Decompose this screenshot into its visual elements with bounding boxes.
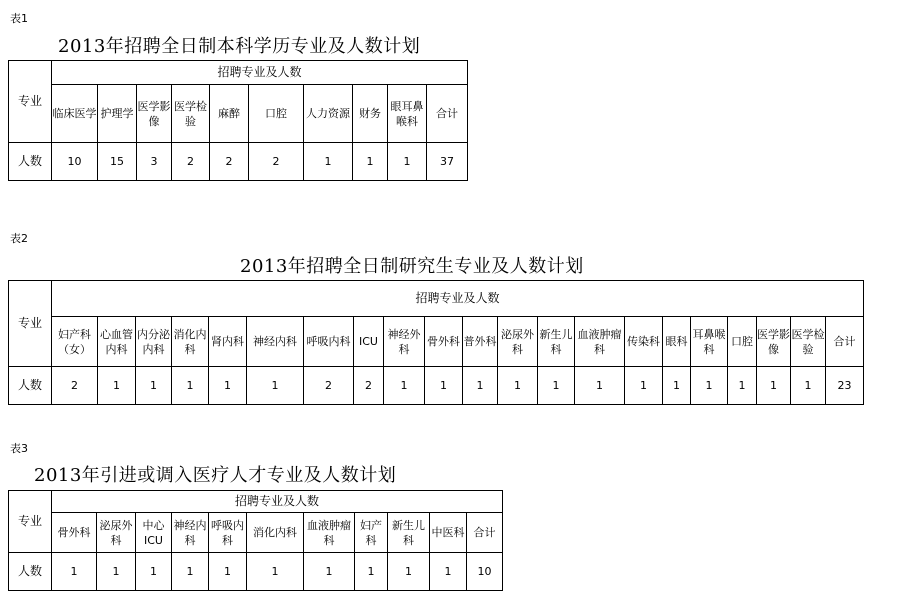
table3-count-header: 人数	[9, 553, 52, 591]
table2-count-cell: 1	[538, 367, 575, 405]
table1-label: 表1	[10, 12, 28, 25]
table2-count-header: 人数	[9, 367, 52, 405]
table2-col-header: 妇产科（女）	[52, 317, 98, 367]
table2-col-header: 眼科	[663, 317, 691, 367]
table2-group-header: 招聘专业及人数	[52, 281, 864, 317]
table2-count-cell: 1	[172, 367, 209, 405]
table2-major-header: 专业	[9, 281, 52, 367]
table3-count-cell: 1	[97, 553, 136, 591]
table2-count-cell: 2	[354, 367, 384, 405]
table2-count-cell: 2	[52, 367, 98, 405]
table2-title: 2013年招聘全日制研究生专业及人数计划	[240, 256, 584, 277]
table2-col-header: 神经内科	[247, 317, 304, 367]
table3-col-header: 泌尿外科	[97, 513, 136, 553]
table2-col-header: 医学检验	[791, 317, 826, 367]
table3	[8, 490, 503, 591]
table2-col-header: ICU	[354, 317, 384, 367]
table1-col-header: 麻醉	[210, 85, 249, 143]
table2-col-header: 泌尿外科	[498, 317, 538, 367]
table2-count-cell: 1	[425, 367, 463, 405]
table2-col-header: 合计	[826, 317, 864, 367]
table1-col-header: 医学检验	[172, 85, 210, 143]
table2-col-header: 呼吸内科	[304, 317, 354, 367]
table3-group-header: 招聘专业及人数	[52, 491, 503, 513]
table2-label: 表2	[10, 232, 28, 245]
table2-col-header: 普外科	[463, 317, 498, 367]
table2-col-header: 内分泌内科	[136, 317, 172, 367]
table1	[8, 60, 468, 181]
table2-count-cell: 1	[691, 367, 728, 405]
table3-label: 表3	[10, 442, 28, 455]
table1-count-cell: 1	[353, 143, 388, 181]
table1-count-cell: 15	[98, 143, 137, 181]
table3-count-cell: 1	[304, 553, 355, 591]
table2-count-cell: 1	[575, 367, 625, 405]
table3-col-header: 呼吸内科	[209, 513, 247, 553]
table3-count-cell: 1	[52, 553, 97, 591]
table1-col-header: 医学影像	[137, 85, 172, 143]
table1-col-header: 眼耳鼻喉科	[388, 85, 427, 143]
table2-count-cell: 1	[728, 367, 757, 405]
table3-count-cell: 1	[355, 553, 388, 591]
table3-col-header: 中心ICU	[136, 513, 172, 553]
table2-count-cell: 1	[663, 367, 691, 405]
table2-count-cell: 1	[209, 367, 247, 405]
table3-col-header: 消化内科	[247, 513, 304, 553]
table1-major-header: 专业	[9, 61, 52, 143]
table3-count-cell: 1	[247, 553, 304, 591]
table3-col-header: 妇产科	[355, 513, 388, 553]
table3-col-header: 新生儿科	[388, 513, 430, 553]
table1-count-cell: 3	[137, 143, 172, 181]
table2-col-header: 骨外科	[425, 317, 463, 367]
table1-count-cell: 37	[427, 143, 468, 181]
table1-col-header: 合计	[427, 85, 468, 143]
table2-count-cell: 23	[826, 367, 864, 405]
table1-count-cell: 2	[172, 143, 210, 181]
table2-col-header: 新生儿科	[538, 317, 575, 367]
table2-col-header: 血液肿瘤科	[575, 317, 625, 367]
table1-count-cell: 2	[249, 143, 304, 181]
table1-count-cell: 1	[388, 143, 427, 181]
table1-col-header: 口腔	[249, 85, 304, 143]
table1-col-header: 护理学	[98, 85, 137, 143]
table3-col-header: 神经内科	[172, 513, 209, 553]
table2	[8, 280, 864, 405]
table2-count-cell: 1	[98, 367, 136, 405]
table3-title: 2013年引进或调入医疗人才专业及人数计划	[34, 465, 397, 486]
table2-col-header: 心血管内科	[98, 317, 136, 367]
table2-count-cell: 1	[463, 367, 498, 405]
table2-col-header: 口腔	[728, 317, 757, 367]
table1-count-cell: 2	[210, 143, 249, 181]
table3-col-header: 血液肿瘤科	[304, 513, 355, 553]
table1-col-header: 临床医学	[52, 85, 98, 143]
table1-count-cell: 10	[52, 143, 98, 181]
table2-col-header: 医学影像	[757, 317, 791, 367]
table2-col-header: 肾内科	[209, 317, 247, 367]
table2-count-cell: 1	[625, 367, 663, 405]
table3-count-cell: 1	[172, 553, 209, 591]
table3-col-header: 合计	[467, 513, 503, 553]
table2-col-header: 传染科	[625, 317, 663, 367]
table3-col-header: 中医科	[430, 513, 467, 553]
table1-col-header: 财务	[353, 85, 388, 143]
table3-major-header: 专业	[9, 491, 52, 553]
table2-count-cell: 2	[304, 367, 354, 405]
table2-count-cell: 1	[498, 367, 538, 405]
table3-count-cell: 1	[388, 553, 430, 591]
table3-count-cell: 1	[136, 553, 172, 591]
table2-count-cell: 1	[136, 367, 172, 405]
table3-count-cell: 10	[467, 553, 503, 591]
table2-count-cell: 1	[247, 367, 304, 405]
table2-count-cell: 1	[791, 367, 826, 405]
table1-group-header: 招聘专业及人数	[52, 61, 468, 85]
table1-count-header: 人数	[9, 143, 52, 181]
table2-count-cell: 1	[384, 367, 425, 405]
table2-col-header: 神经外科	[384, 317, 425, 367]
table2-col-header: 消化内科	[172, 317, 209, 367]
table1-col-header: 人力资源	[304, 85, 353, 143]
table2-col-header: 耳鼻喉科	[691, 317, 728, 367]
table3-count-cell: 1	[430, 553, 467, 591]
table3-count-cell: 1	[209, 553, 247, 591]
table1-count-cell: 1	[304, 143, 353, 181]
table2-count-cell: 1	[757, 367, 791, 405]
table3-col-header: 骨外科	[52, 513, 97, 553]
table1-title: 2013年招聘全日制本科学历专业及人数计划	[58, 36, 421, 57]
